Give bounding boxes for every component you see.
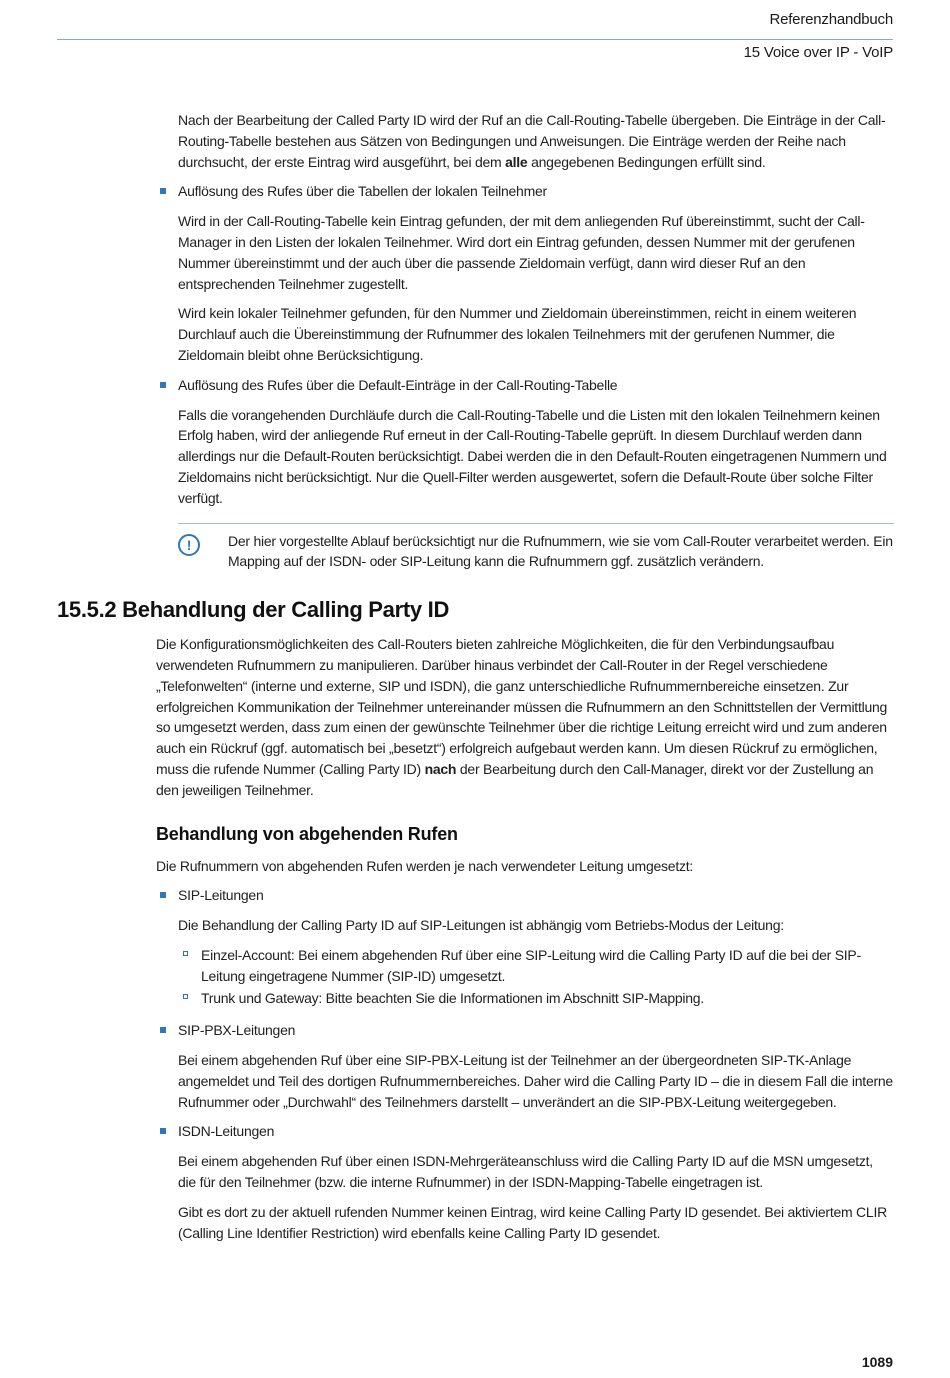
- hollow-square-icon: [183, 994, 188, 999]
- info-exclamation-icon: !: [178, 534, 200, 556]
- bullet-square-icon: [160, 1027, 166, 1033]
- page-content: [57, 110, 894, 1252]
- bullet-square-icon: [160, 892, 166, 898]
- sub-list-item: Trunk und Gateway: Bitte beachten Sie die Informationen im Abschnitt SIP-Mapping.: [201, 988, 894, 1009]
- default-paragraph: Falls die vorangehenden Durchläufe durch die Call-Routing-Tabelle und die Listen mit den lokalen Teilnehmern keinen Erfolg haben, wird der anliegende Ruf erneut in der Call-Routing-Tabelle geprüft. In diesem Durchlauf werden dann allerdings nur die Default-Routen berücksichtigt. Dabei werden die in den Default-Routen eingetragenen Nummern und Zieldomains nicht berücksichtigt. Nur die Quell-Filter werden ausgewertet, sofern die Default-Route über solche Filter verfügt.: [178, 406, 887, 506]
- page-number: 1089: [861, 1354, 893, 1370]
- bullet-label: SIP-Leitungen: [178, 887, 264, 904]
- header-title: Referenzhandbuch: [769, 11, 893, 28]
- intro-paragraph: Nach der Bearbeitung der Called Party ID wird der Ruf an die Call-Routing-Tabelle übergeben. Die Einträge in der Call-Routing-Tabelle bestehen aus Sätzen von Bedingungen und Anweisungen. Die Einträge werden der Reihe nach durchsucht, der erste Eintrag wird ausgeführt, bei dem alle angegebenen Bedingungen erfüllt sind.: [178, 112, 886, 170]
- bullet-sip-pbx: [178, 1020, 894, 1041]
- sub-list-item: Einzel-Account: Bei einem abgehenden Ruf über eine SIP-Leitung wird die Calling Party ID auf die bei der SIP-Leitung eingetragene Nummer (SIP-ID) umgesetzt.: [201, 945, 894, 987]
- bullet-default-entries: [178, 375, 894, 396]
- bullet-square-icon: [160, 188, 166, 194]
- hollow-square-icon: [183, 951, 188, 956]
- bullet-sip: [178, 885, 894, 906]
- subsection-intro: Die Rufnummern von abgehenden Rufen werden je nach verwendeter Leitung umgesetzt:: [156, 857, 693, 874]
- isdn-paragraph-1: Bei einem abgehenden Ruf über einen ISDN-Mehrgeräteanschluss wird die Calling Party ID auf die MSN umgesetzt, die für den Teilnehmer (bzw. die interne Rufnummer) in der ISDN-Mapping-Tabelle eingetragen ist.: [178, 1153, 873, 1191]
- local-paragraph-2: Wird kein lokaler Teilnehmer gefunden, für den Nummer und Zieldomain übereinstimmen, reicht in einem weiteren Durchlauf auch die Übereinstimmung der Rufnummer des lokalen Teilnehmers mit der gerufenen Nummer, die Zieldomain bleibt ohne Berücksichtigung.: [178, 305, 857, 363]
- note-text: Der hier vorgestellte Ablauf berücksichtigt nur die Rufnummern, wie sie vom Call-Router verarbeitet werden. Ein Mapping auf der ISDN- oder SIP-Leitung kann die Rufnummern ggf. zusätzlich verändern.: [228, 532, 893, 570]
- header-chapter: 15 Voice over IP - VoIP: [743, 44, 893, 61]
- bullet-label: Auflösung des Rufes über die Tabellen der lokalen Teilnehmer: [178, 183, 547, 200]
- bullet-label: Auflösung des Rufes über die Default-Einträge in der Call-Routing-Tabelle: [178, 376, 618, 393]
- section-paragraph: Die Konfigurationsmöglichkeiten des Call-Routers bieten zahlreiche Möglichkeiten, die für den Verbindungsaufbau verwendeten Rufnummern zu manipulieren. Darüber hinaus verbindet der Call-Router in der Regel verschiedene „Telefonwelten“ (interne und externe, SIP und ISDN), die ganz unterschiedliche Rufnummernbereiche einsetzen. Zur erfolgreichen Kommunikation der Teilnehmer untereinander müssen die Rufnummern an den Schnittstellen der Vermittlung so umgesetzt werden, dass zum einen der gewünschte Teilnehmer über die richtige Leitung erreicht wird und zum anderen auch ein Rückruf (ggf. automatisch bei „besetzt“) erfolgreich aufgebaut werden kann. Um diesen Rückruf zu ermöglichen, muss die rufende Nummer (Calling Party ID) nach der Bearbeitung durch den Call-Manager, direkt vor der Zustellung an den jeweiligen Teilnehmer.: [156, 636, 888, 798]
- bullet-local-subscribers: [178, 181, 894, 202]
- bullet-label: ISDN-Leitungen: [178, 1123, 275, 1140]
- sip-pbx-paragraph: Bei einem abgehenden Ruf über eine SIP-PBX-Leitung ist der Teilnehmer an der übergeordneten SIP-TK-Anlage angemeldet und Teil des dortigen Rufnummernbereiches. Daher wird die Calling Party ID – die in diesem Fall die interne Rufnummer oder „Durchwahl“ des Teilnehmers darstellt – unverändert an die SIP-PBX-Leitung weitergegeben.: [178, 1052, 893, 1110]
- subsection-heading: Behandlung von abgehenden Rufen: [156, 823, 458, 844]
- header-divider: [57, 39, 893, 40]
- bullet-label: SIP-PBX-Leitungen: [178, 1022, 296, 1039]
- bullet-isdn: [178, 1121, 894, 1142]
- bullet-square-icon: [160, 382, 166, 388]
- note-box: [178, 523, 894, 573]
- section-heading: 15.5.2 Behandlung der Calling Party ID: [57, 597, 450, 623]
- local-paragraph-1: Wird in der Call-Routing-Tabelle kein Eintrag gefunden, der mit dem anliegenden Ruf übereinstimmt, sucht der Call-Manager in den Listen der lokalen Teilnehmer. Wird dort ein Eintrag gefunden, dessen Nummer mit der gerufenen Nummer übereinstimmt und der auch über die passende Zieldomain verfügt, dann wird dieser Ruf an den entsprechenden Teilnehmer zugestellt.: [178, 213, 865, 292]
- sip-paragraph: Die Behandlung der Calling Party ID auf SIP-Leitungen ist abhängig vom Betriebs-Modus der Leitung:: [178, 917, 784, 934]
- bullet-square-icon: [160, 1128, 166, 1134]
- isdn-paragraph-2: Gibt es dort zu der aktuell rufenden Nummer keinen Eintrag, wird keine Calling Party ID gesendet. Bei aktiviertem CLIR (Calling Line Identifier Restriction) wird ebenfalls keine Calling Party ID gesendet.: [178, 1203, 887, 1241]
